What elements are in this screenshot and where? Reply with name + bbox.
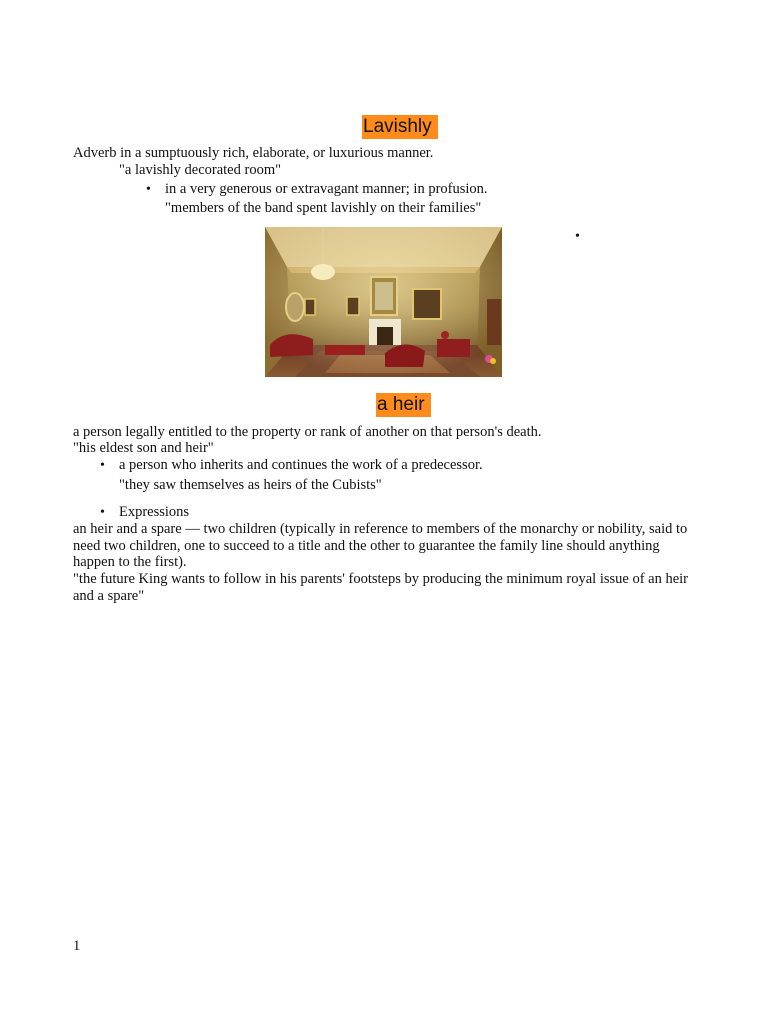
example-heir: "his eldest son and heir" <box>73 440 214 456</box>
example-lavishly: "a lavishly decorated room" <box>119 162 282 178</box>
expression-text: an heir and a spare — two children (typically in reference to members of the monarchy or nobility, said to need two children, one to succeed to a title and the other to guarantee the family line should anything happen to the first). <box>73 521 688 570</box>
bullet-example-lavishly: "members of the band spent lavishly on their families" <box>165 200 482 216</box>
bullet-example-heir: "they saw themselves as heirs of the Cubists" <box>119 477 382 493</box>
lavish-room-image <box>265 227 502 377</box>
stray-bullet-marker: • <box>575 229 580 244</box>
definition-lavishly: Adverb in a sumptuously rich, elaborate, or luxurious manner. <box>73 145 434 161</box>
bullet-text-lavishly: in a very generous or extravagant manner; in profusion. <box>165 181 488 197</box>
heading-lavishly: Lavishly <box>362 115 438 139</box>
definition-heir: a person legally entitled to the property or rank of another on that person's death. <box>73 424 542 440</box>
expressions-label: Expressions <box>119 504 190 520</box>
expression-example: "the future King wants to follow in his parents' footsteps by producing the minimum royal issue of an heir and a spare" <box>73 571 689 604</box>
bullet-marker: • <box>146 182 151 197</box>
heading-a-heir: a heir <box>376 393 431 417</box>
page-number: 1 <box>73 938 81 954</box>
bullet-marker: • <box>100 505 105 520</box>
bullet-text-heir: a person who inherits and continues the work of a predecessor. <box>119 457 483 473</box>
bullet-marker: • <box>100 458 105 473</box>
